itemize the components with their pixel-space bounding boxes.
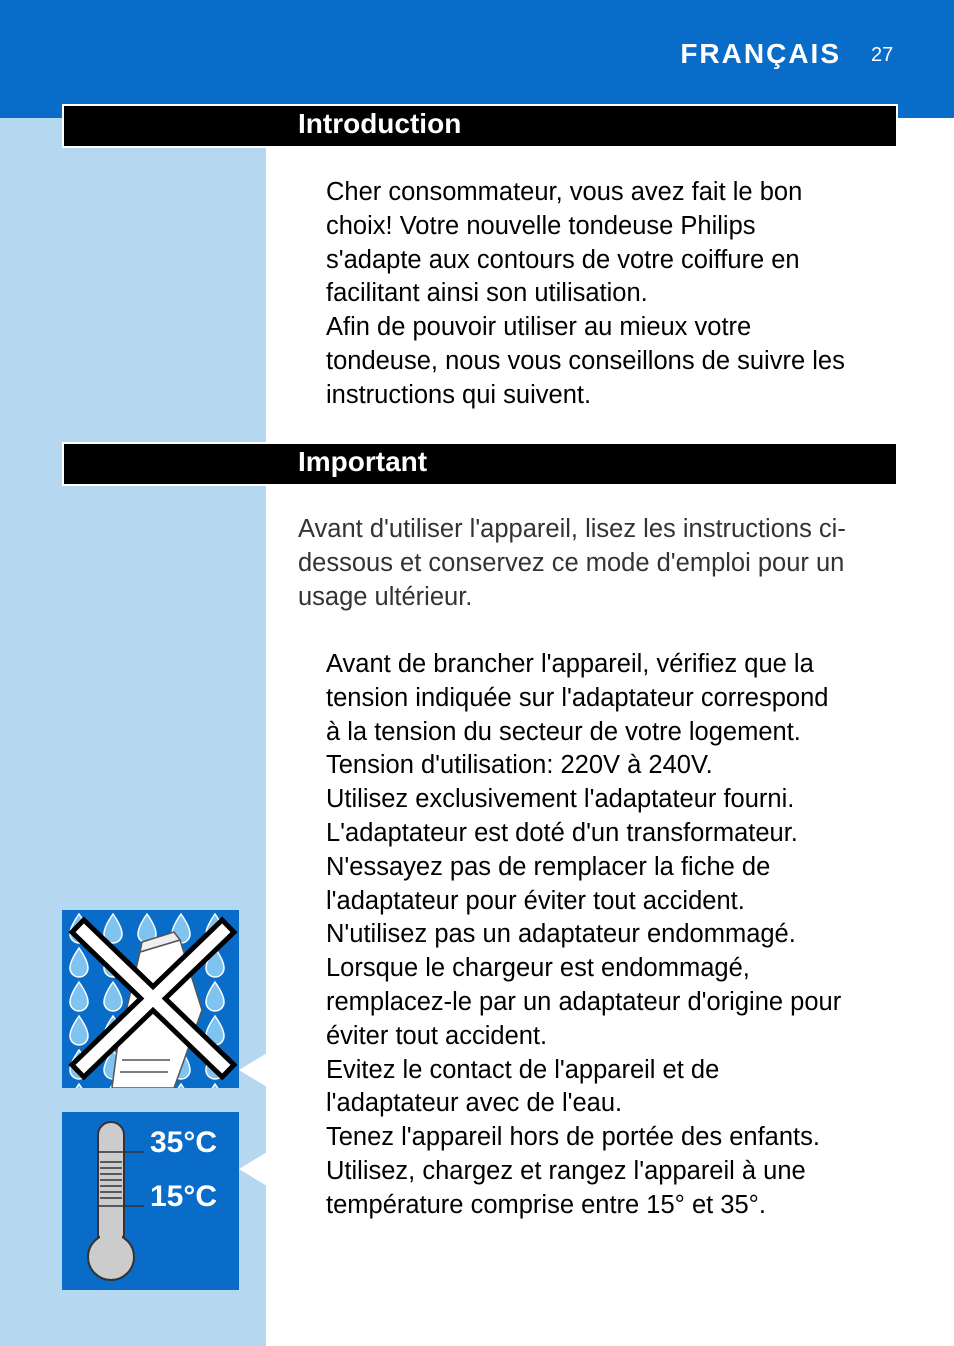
section-title: Introduction [298,108,462,139]
text-line: Afin de pouvoir utiliser au mieux votre [326,313,752,342]
pointer-notch [239,1152,267,1186]
text-line: choix! Votre nouvelle tondeuse Philips [326,211,756,240]
text-line: Cher consommateur, vous avez fait le bon [326,178,803,206]
text-line: facilitant ainsi son utilisation. [326,279,648,308]
text-line: Utilisez exclusivement l'adaptateur fourni. [326,785,795,814]
text-line: Avant de brancher l'appareil, vérifiez que la [326,650,814,678]
temperature-low-label: 15°C [150,1180,218,1213]
text-line: Lorsque le chargeur est endommagé, [326,954,750,983]
text-line: Tension d'utilisation: 220V à 240V. [326,751,713,780]
thermometer-icon [62,1112,239,1290]
language-label: FRANÇAIS [680,38,841,69]
text-line: Avant d'utiliser l'appareil, lisez les instructions ci- [298,515,846,543]
text-line: Tenez l'appareil hors de portée des enfants. [326,1123,820,1152]
text-line: tension indiquée sur l'adaptateur correspond [326,683,829,712]
text-line: l'adaptateur pour éviter tout accident. [326,886,745,915]
no-water-icon [62,910,239,1088]
text-line: N'utilisez pas un adaptateur endommagé. [326,920,796,949]
text-line: l'adaptateur avec de l'eau. [326,1089,623,1118]
text-line: éviter tout accident. [326,1021,548,1050]
text-line: N'essayez pas de remplacer la fiche de [326,852,771,881]
text-line: L'adaptateur est doté d'un transformateur. [326,818,798,847]
section-heading-important [62,442,898,486]
section-heading-introduction [62,104,898,148]
text-line: tondeuse, nous vous conseillons de suivre les [326,346,845,375]
text-line: s'adapte aux contours de votre coiffure en [326,245,800,274]
page-number: 27 [871,44,894,66]
text-line: température comprise entre 15° et 35°. [326,1190,766,1219]
text-line: instructions qui suivent. [326,380,592,409]
temperature-high-label: 35°C [150,1126,218,1159]
important-intro-text [298,513,846,614]
introduction-text [326,176,845,413]
text-line: usage ultérieur. [298,582,473,611]
text-line: Utilisez, chargez et rangez l'appareil à une [326,1156,806,1185]
text-line: remplacez-le par un adaptateur d'origine pour [326,987,842,1016]
text-line: à la tension du secteur de votre logement. [326,717,801,746]
pointer-notch [239,1053,267,1087]
text-line: dessous et conservez ce mode d'emploi pour un [298,548,845,577]
section-title: Important [298,446,428,477]
text-line: Evitez le contact de l'appareil et de [326,1055,720,1084]
important-text [326,648,841,1223]
